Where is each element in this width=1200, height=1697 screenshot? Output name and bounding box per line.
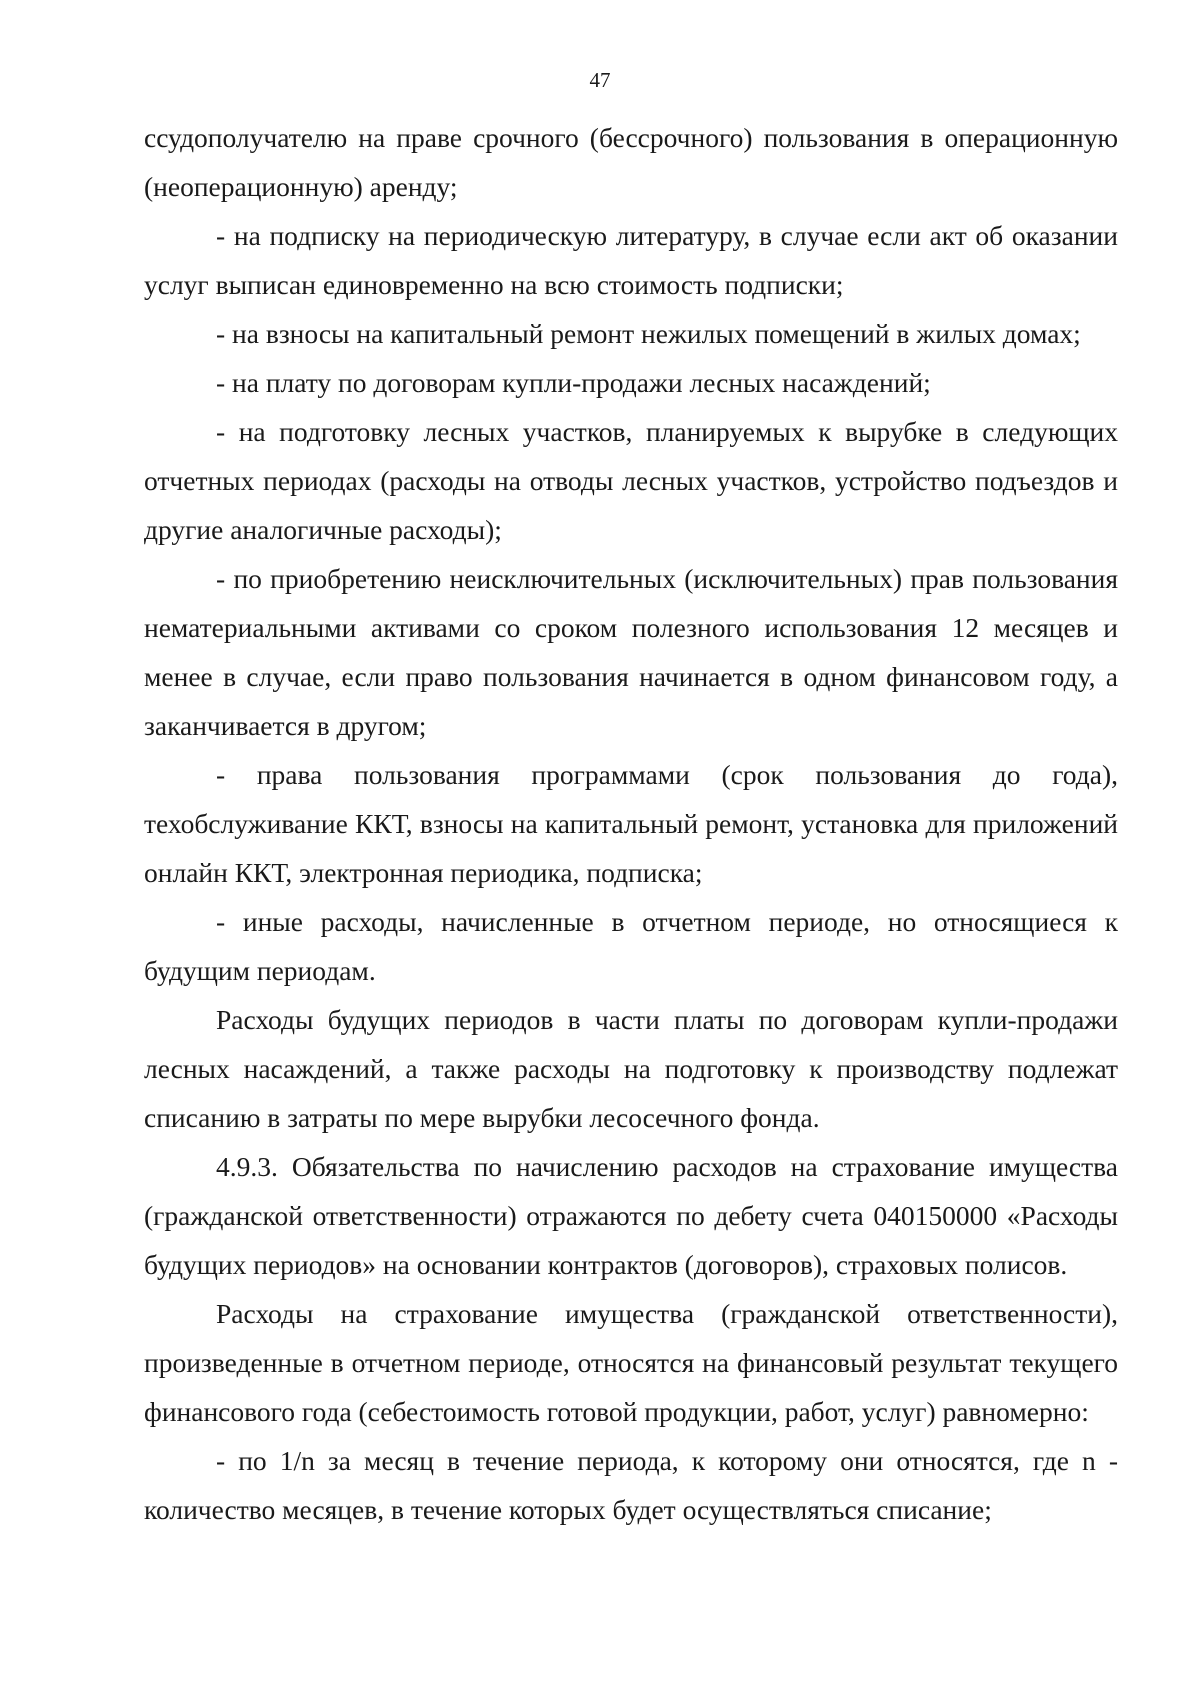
document-body (144, 113, 1118, 1534)
paragraph-5: - на подготовку лесных участков, планируемых к вырубке в следующих отчетных периодах (расходы на отводы лесных участков, устройство подъездов и другие аналогичные расходы); (144, 416, 1118, 545)
paragraph-8: - иные расходы, начисленные в отчетном периоде, но относящиеся к будущим периодам. (144, 906, 1118, 986)
paragraph-9: Расходы будущих периодов в части платы по договорам купли-продажи лесных насаждений, а также расходы на подготовку к производству подлежат списанию в затраты по мере вырубки лесосечного фонда. (144, 1004, 1118, 1133)
paragraph-4: - на плату по договорам купли-продажи лесных насаждений; (216, 367, 931, 398)
paragraph-7: - права пользования программами (срок пользования до года), техобслуживание ККТ, взносы на капитальный ремонт, установка для приложений онлайн ККТ, электронная периодика, подписка; (144, 759, 1118, 888)
paragraph-2: - на подписку на периодическую литературу, в случае если акт об оказании услуг выписан единовременно на всю стоимость подписки; (144, 220, 1118, 300)
paragraph-3: - на взносы на капитальный ремонт нежилых помещений в жилых домах; (216, 318, 1081, 349)
paragraph-11: Расходы на страхование имущества (гражданской ответственности), произведенные в отчетном периоде, относятся на финансовый результат текущего финансового года (себестоимость готовой продукции, работ, услуг) равномерно: (144, 1298, 1118, 1427)
paragraph-12: - по 1/n за месяц в течение периода, к которому они относятся, где n - количество месяцев, в течение которых будет осуществляться списание; (144, 1445, 1118, 1525)
paragraph-10: 4.9.3. Обязательства по начислению расходов на страхование имущества (гражданской ответственности) отражаются по дебету счета 040150000 «Расходы будущих периодов» на основании контрактов (договоров), страховых полисов. (144, 1151, 1118, 1280)
paragraph-6: - по приобретению неисключительных (исключительных) прав пользования нематериальными активами со сроком полезного использования 12 месяцев и менее в случае, если право пользования начинается в одном финансовом году, а заканчивается в другом; (144, 563, 1118, 741)
paragraph-1: ссудополучателю на праве срочного (бессрочного) пользования в операционную (неоперационную) аренду; (144, 122, 1118, 202)
page-number: 47 (589, 68, 611, 92)
